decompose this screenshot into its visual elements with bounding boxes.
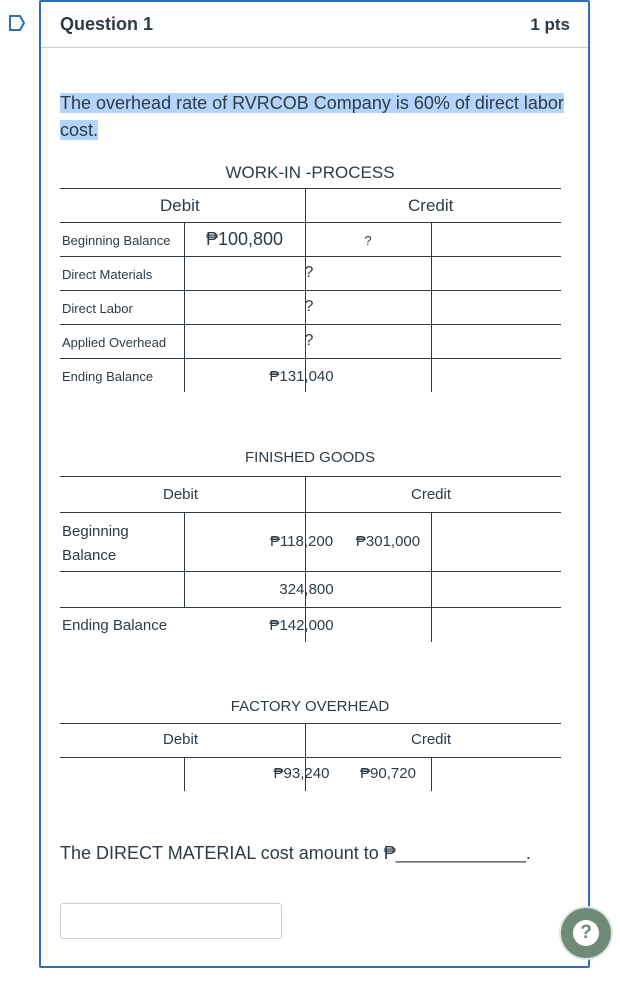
wip-row-label: Direct Materials [62, 267, 153, 282]
answer-question: The DIRECT MATERIAL cost amount to ₱_____________. [60, 843, 531, 863]
wip-title: WORK-IN -PROCESS [225, 163, 395, 182]
fg-ending-value: ₱142,000 [269, 617, 334, 634]
fg-ending-label: Ending Balance [62, 617, 168, 634]
fg-title: FINISHED GOODS [244, 449, 375, 466]
fg-beginning-value: ₱118,200 [269, 533, 334, 550]
prompt-text: The overhead rate of RVRCOB Company is 60% of direct labor cost. [60, 93, 564, 140]
question-title: Question 1 [60, 14, 154, 34]
question-mark-icon: ? [573, 920, 599, 946]
fg-credit-header: Credit [411, 486, 452, 503]
wip-row-value: ? [304, 264, 314, 281]
foh-debit-value: ₱93,240 [273, 765, 330, 782]
wip-row-value: ₱131,040 [269, 368, 334, 385]
fg-row2-value: 324,800 [279, 581, 334, 598]
help-button[interactable] [561, 908, 611, 958]
question-prompt [60, 90, 574, 144]
question-card [39, 0, 590, 968]
wip-row-value: ₱100,800 [205, 229, 284, 249]
flag-question-icon[interactable] [8, 14, 26, 32]
question-header [41, 2, 588, 48]
wip-row-value: ? [304, 332, 314, 349]
fg-credit-value: ₱301,000 [355, 533, 421, 550]
foh-debit-header: Debit [163, 731, 199, 748]
wip-row-value: ? [304, 298, 314, 315]
wip-row-label: Applied Overhead [62, 335, 167, 350]
answer-input[interactable] [60, 903, 282, 939]
foh-title: FACTORY OVERHEAD [230, 698, 390, 715]
wip-row-credit: ? [364, 233, 372, 248]
wip-credit-header: Credit [408, 196, 454, 215]
wip-row-label: Direct Labor [62, 301, 133, 316]
foh-credit-value: ₱90,720 [360, 765, 416, 782]
fg-debit-header: Debit [163, 486, 199, 503]
wip-row-label: Beginning Balance [62, 233, 171, 248]
wip-debit-header: Debit [160, 196, 200, 215]
wip-row-label: Ending Balance [62, 369, 154, 384]
question-points: 1 pts [530, 15, 570, 34]
fg-beginning-label: Beginning Balance [62, 523, 129, 564]
foh-credit-header: Credit [411, 731, 452, 748]
